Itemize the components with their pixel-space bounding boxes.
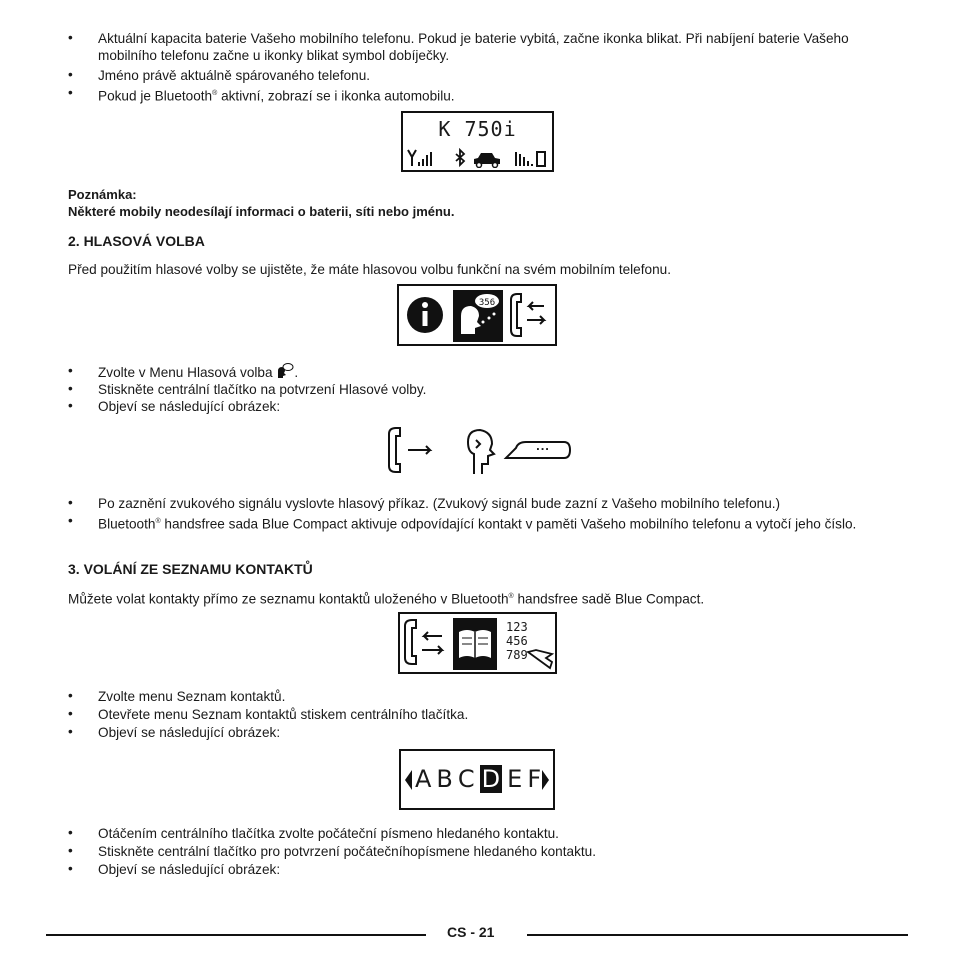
contacts-bullet-appears: Objeví se následující obrázek:: [98, 725, 281, 740]
keypad-row: 456: [506, 634, 528, 648]
letter-b: B: [436, 765, 453, 793]
lcd-voice-menu-icons: [399, 286, 555, 344]
letter-d-selected: D: [481, 765, 501, 793]
footer-rule-right: [527, 934, 908, 936]
lcd-phone-name: K 750i: [438, 117, 517, 141]
keypad-row: 123: [506, 620, 528, 634]
bullet-bluetooth-car-text: Pokud je Bluetooth® aktivní, zobrazí se i ikonka automobilu.: [98, 88, 455, 104]
letter-c: C: [457, 765, 475, 793]
contacts-bullet-confirm: Stiskněte centrální tlačítko pro potvrzení počátečníhopísmene hledaného kontaktu.: [98, 844, 596, 859]
signal-icon: [408, 150, 431, 166]
bullet-marker: •: [68, 381, 73, 396]
bullet-marker: •: [68, 706, 73, 721]
lcd-voice-menu: [397, 284, 557, 346]
note-text: Některé mobily neodesílají informaci o baterii, síti nebo jménu.: [68, 204, 455, 219]
voice-dial-inline-icon: [276, 363, 294, 379]
section-heading-voice-dial: 2. HLASOVÁ VOLBA: [68, 233, 205, 249]
lcd-status-icons: [406, 148, 551, 168]
bullet-marker: •: [68, 688, 73, 703]
voice-bullet-select: Zvolte v Menu Hlasová volba .: [98, 365, 299, 380]
contacts-bullet-open: Otevřete menu Seznam kontaktů stiskem centrálního tlačítka.: [98, 707, 469, 722]
bullet-marker: •: [68, 363, 73, 378]
lcd-contacts-menu-icons: [400, 614, 555, 672]
letter-f: F: [527, 765, 542, 793]
voice-bullet-confirm: Stiskněte centrální tlačítko na potvrzení Hlasové volby.: [98, 382, 427, 397]
contacts-bullet-rotate: Otáčením centrálního tlačítka zvolte počáteční písmeno hledaného kontaktu.: [98, 826, 559, 841]
contacts-bullet-appears2: Objeví se následující obrázek:: [98, 862, 281, 877]
voice-dial-intro: Před použitím hlasové volby se ujistěte, že máte hlasovou volbu funkční na svém mobilním telefonu.: [68, 262, 671, 277]
footer-rule-left: [46, 934, 426, 936]
letter-e: E: [507, 765, 523, 793]
battery-icon: [516, 152, 545, 166]
contacts-intro: Můžete volat kontakty přímo ze seznamu kontaktů uloženého v Bluetooth® handsfree sadě Blue Compact.: [68, 591, 705, 607]
arrow-left-icon: [403, 768, 413, 792]
bullet-marker: •: [68, 398, 73, 413]
speech-bubble-text: ...: [536, 438, 550, 453]
voice-bullet-dial: Bluetooth® handsfree sada Blue Compact aktivuje odpovídající kontakt v paměti Vašeho mobilního telefonu a vytočí jeho číslo.: [98, 516, 857, 532]
phonebook-icon: [453, 618, 497, 670]
lcd-status-display: [401, 111, 554, 172]
phone-outgoing-icon: [389, 428, 430, 472]
letter-row: [415, 765, 541, 793]
letter-a: A: [415, 765, 432, 793]
note-title: Poznámka:: [68, 187, 137, 202]
bluetooth-icon: [456, 150, 464, 165]
page-number: CS - 21: [447, 924, 495, 940]
speaking-head-icon: [468, 430, 494, 474]
pointer-hand-icon: [528, 650, 552, 668]
arrow-right-icon: [541, 768, 551, 792]
bullet-marker: •: [68, 30, 73, 45]
voice-dial-screen: [386, 424, 576, 478]
bullet-battery-text: Aktuální kapacita baterie Vašeho mobilního telefonu. Pokud je baterie vybitá, začne ikonka blikat. Při nabíjení baterie Vašeho mobilního telefonu začne u ikonky blikat symbol dobíječky.: [98, 31, 849, 63]
bullet-marker: •: [68, 724, 73, 739]
voice-bullet-speak: Po zaznění zvukového signálu vyslovte hlasový příkaz. (Zvukový signál bude zazní z Vašeho mobilního telefonu.): [98, 496, 781, 511]
bullet-marker: •: [68, 67, 73, 82]
section-heading-contacts: 3. VOLÁNÍ ZE SEZNAMU KONTAKTŮ: [68, 561, 313, 577]
keypad-digits: [506, 620, 528, 662]
bullet-marker: •: [68, 495, 73, 510]
bullet-marker: •: [68, 825, 73, 840]
bullet-marker: •: [68, 861, 73, 876]
bullet-marker: •: [68, 85, 73, 100]
bullet-phone-name-text: Jméno právě aktuálně spárovaného telefonu.: [98, 68, 371, 83]
phone-transfer-icon: [511, 294, 544, 336]
voice-bullet-appears: Objeví se následující obrázek:: [98, 399, 281, 414]
bullet-marker: •: [68, 843, 73, 858]
lcd-letter-selector: [399, 749, 555, 810]
voice-bubble-digits: 356: [478, 298, 496, 308]
car-icon: [474, 153, 500, 168]
lcd-contacts-menu: [398, 612, 557, 674]
info-icon: [407, 297, 443, 333]
contacts-bullet-select: Zvolte menu Seznam kontaktů.: [98, 689, 286, 704]
bullet-marker: •: [68, 513, 73, 528]
phone-transfer-icon: [405, 620, 442, 664]
keypad-row: 789: [506, 648, 528, 662]
